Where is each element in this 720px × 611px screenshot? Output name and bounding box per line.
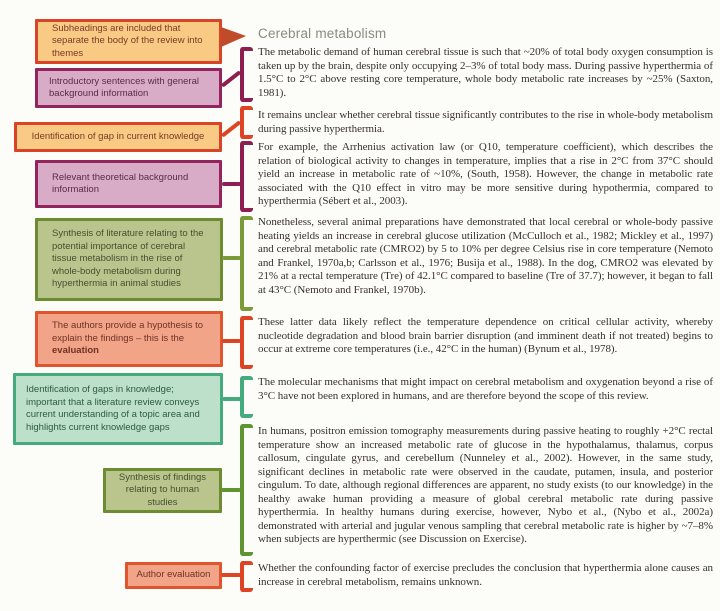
annotation-text-bold: evaluation — [52, 345, 99, 357]
bracket-paragraph-6 — [240, 376, 253, 418]
arrow-pointer-icon — [221, 27, 246, 47]
bracket-paragraph-5 — [240, 316, 253, 369]
article-paragraph: It remains unclear whether cerebral tissue significantly contributes to the rise in whole-body metabolism during passive hyperthermia. — [258, 109, 713, 135]
article-paragraph: The molecular mechanisms that might impact on cerebral metabolism and oxygenation beyond a rise of 3°C have not been explored in humans, and are therefore beyond the scope of this review. — [258, 376, 713, 402]
bracket-paragraph-1 — [240, 47, 253, 102]
annotation-text — [52, 320, 212, 358]
annotation-text: Synthesis of findings relating to human studies — [118, 471, 207, 508]
annotation-box-intro-sentences — [35, 68, 222, 108]
annotation-text: Identification of gap in current knowledge — [31, 130, 205, 142]
annotation-text: Author evaluation — [136, 569, 211, 581]
annotation-box-gap-knowledge — [14, 122, 222, 152]
connector-gaps-knowledge — [222, 397, 241, 401]
bracket-paragraph-4 — [240, 216, 253, 311]
article-paragraph: These latter data likely reflect the temperature dependence on critical cellular activity, whereby nucleotide degradation and blood brain barrier disruption (and imminent death if not treated) begins to occur at extreme core temperatures (i.e., 42°C in the human) (Bynum et al., 1978). — [258, 316, 713, 355]
connector-gap — [221, 120, 242, 137]
article-paragraph: Whether the confounding factor of exercise precludes the conclusion that hyperthermia alone causes an increase in cerebral metabolism, remains unknown. — [258, 562, 713, 588]
annotation-box-synthesis-human — [103, 468, 222, 513]
section-heading: Cerebral metabolism — [258, 26, 387, 41]
connector-hypothesis — [222, 339, 241, 343]
bracket-paragraph-2 — [240, 106, 253, 139]
article-paragraph: For example, the Arrhenius activation law (or Q10, temperature coefficient), which describes the relation of biological activity to changes in temperature, implies that a rise in 2°C from 37°C should yield an increase in metabolic rate of ~10%, (South, 1958). However, the change in metabolic rate associated with the Q10 effect in vitro may be more sensitive during hypothermia, compared to hyperthermia (Sébert et al., 2003). — [258, 141, 713, 207]
connector-intro — [221, 70, 242, 87]
bracket-paragraph-8 — [240, 561, 253, 592]
annotation-text: Identification of gaps in knowledge; important that a literature review conveys current understanding of a topic area and highlights current knowledge gaps — [26, 384, 200, 433]
annotation-text: Relevant theoretical background information — [52, 171, 189, 195]
annotation-box-synthesis-animal — [35, 218, 223, 301]
annotation-box-hypothesis-evaluation — [35, 311, 223, 367]
annotation-box-theoretical-background — [35, 160, 222, 208]
article-paragraph: Nonetheless, several animal preparations have demonstrated that local cerebral or whole-body passive heating yields an increase in cerebral glucose utilization (McCulloch et al., 1982; Mickley et al., 1997) and cerebral metabolic rate (CMRO2) by 5 to 10% per degree Celsius rise in core temperature (Nemoto and Frankel, 1970a,b; Carlsson et al., 1976; Busija et al., 1988). In the dog, CMRO2 was elevated by 21% at a rectal temperature (Tre) of 42.1°C compared to baseline (Tre of 37.7); however, it began to fall at 43°C (Nemoto and Frankel, 1970b). — [258, 216, 713, 296]
annotation-text: Subheadings are included that separate the body of the review into themes — [52, 22, 203, 59]
annotation-box-gaps-in-knowledge — [13, 373, 223, 445]
connector-theory — [222, 182, 241, 186]
annotation-box-subheadings — [35, 19, 222, 64]
bracket-paragraph-7 — [240, 424, 253, 556]
connector-author-eval — [221, 573, 241, 577]
article-paragraph: The metabolic demand of human cerebral tissue is such that ~20% of total body oxygen consumption is taken up by the brain, despite only occupying 2–3% of total body mass. During passive hyperthermia of 1.5°C to 2°C above resting core temperature, whole body metabolic rate increases by ~25% (Saxton, 1981). — [258, 46, 713, 99]
bracket-paragraph-3 — [240, 141, 253, 212]
annotation-text: Introductory sentences with general background information — [49, 75, 199, 99]
annotation-text-plain: The authors provide a hypothesis to explain the findings – this is the — [52, 320, 204, 344]
connector-synthesis-animal — [222, 256, 241, 260]
annotation-text: Synthesis of literature relating to the potential importance of cerebral tissue metabolism in the rise of whole-body metabolism during hyperthermia in animal studies — [52, 228, 204, 290]
connector-synthesis-human — [221, 488, 241, 492]
article-paragraph: In humans, positron emission tomography measurements during passive heating to roughly +2°C rectal temperature show an increased metabolic rate of glucose in the hypothalamus, thalamus, corpus callosum, cingulate gyrus, and cerebellum (Nunneley et al., 2002). However, in the same study, significant declines in metabolic rate were observed in the caudate, putamen, insula, and posterior cingulum. To date, although regional differences are apparent, no study exists (to our knowledge) in the healthy awake human providing a measure of global cerebral metabolic rate during passive hyperthermia. In healthy humans during exercise, however, Nybo et al., (Nybo et al., 2002a) demonstrated with arterial and jugular venous sampling that cerebral metabolic rate is higher by ~7–8% when subjects are hyperthermic (see Discussion on Exercise). — [258, 425, 713, 545]
annotation-box-author-evaluation — [125, 562, 222, 589]
